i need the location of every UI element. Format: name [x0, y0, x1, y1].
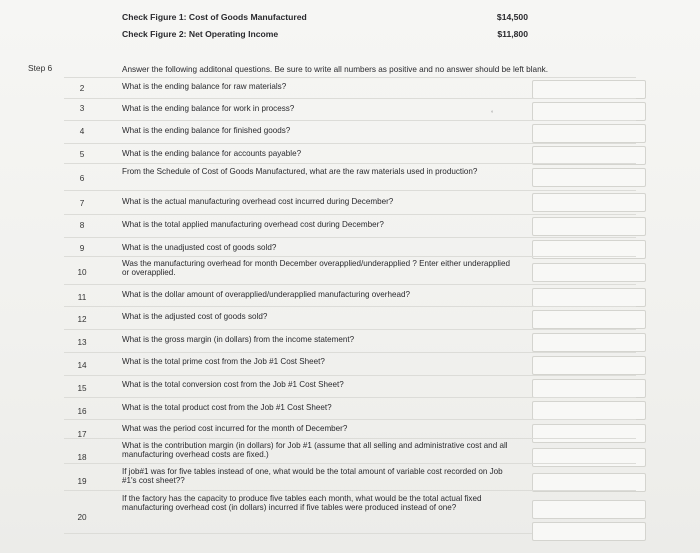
check-figure-1-value: $14,500: [496, 12, 528, 22]
question-number: 3: [79, 104, 85, 113]
answer-field[interactable]: [532, 124, 646, 143]
row-divider: [64, 237, 636, 238]
answer-field[interactable]: [532, 333, 646, 352]
answer-field[interactable]: [532, 310, 646, 329]
question-text: What is the ending balance for raw materials?: [122, 82, 287, 91]
question-number: 19: [77, 477, 87, 486]
question-number: 7: [79, 199, 85, 208]
row-divider: [64, 463, 636, 464]
question-number: 2: [79, 84, 85, 93]
row-divider: [64, 190, 636, 191]
question-number: 18: [77, 453, 87, 462]
answer-field[interactable]: [532, 401, 646, 420]
row-divider: [64, 163, 636, 164]
check-figure-1-label: Check Figure 1: Cost of Goods Manufactured: [122, 12, 307, 22]
row-divider: [64, 352, 636, 353]
question-text: What is the total product cost from the Job #1 Cost Sheet?: [122, 403, 332, 412]
row-divider: [64, 256, 636, 257]
answer-field[interactable]: [532, 263, 646, 282]
question-number: 9: [79, 244, 85, 253]
row-divider: [64, 120, 636, 121]
answer-field[interactable]: [532, 288, 646, 307]
stray-mark: °: [491, 111, 494, 117]
answer-field[interactable]: [532, 193, 646, 212]
answer-field[interactable]: [532, 217, 646, 236]
question-number: 5: [79, 150, 85, 159]
question-number: 20: [77, 513, 87, 522]
question-number: 11: [77, 293, 87, 302]
answer-field[interactable]: [532, 102, 646, 121]
question-text: From the Schedule of Cost of Goods Manufactured, what are the raw materials used in production?: [122, 167, 478, 176]
question-number: 6: [79, 174, 85, 183]
answer-field[interactable]: [532, 500, 646, 519]
question-text: What is the dollar amount of overapplied/underapplied manufacturing overhead?: [122, 290, 410, 299]
question-text: What is the adjusted cost of goods sold?: [122, 312, 268, 321]
answer-field[interactable]: [532, 168, 646, 187]
question-text: If the factory has the capacity to produce five tables each month, what would be the total actual fixed manufacturing overhead cost (in dollars) incurred if five tables were produced instead of one?: [122, 494, 482, 513]
step-label: Step 6: [28, 63, 53, 73]
question-text: What was the period cost incurred for the month of December?: [122, 424, 348, 433]
row-divider: [64, 375, 636, 376]
question-number: 13: [77, 338, 87, 347]
question-text: What is the total applied manufacturing overhead cost during December?: [122, 220, 384, 229]
row-divider: [64, 77, 636, 78]
question-text: What is the ending balance for work in process?: [122, 104, 295, 113]
answer-field[interactable]: [532, 424, 646, 443]
check-figure-2-label: Check Figure 2: Net Operating Income: [122, 29, 279, 39]
row-divider: [64, 397, 636, 398]
question-text: Was the manufacturing overhead for month December overapplied/underapplied ? Enter either underapplied or overapplied.: [122, 259, 510, 278]
question-number: 15: [77, 384, 87, 393]
row-divider: [64, 306, 636, 307]
question-text: What is the gross margin (in dollars) from the income statement?: [122, 335, 355, 344]
answer-field[interactable]: [532, 356, 646, 375]
question-text: What is the ending balance for finished goods?: [122, 126, 291, 135]
question-text: What is the unadjusted cost of goods sold?: [122, 243, 277, 252]
question-number: 8: [79, 221, 85, 230]
question-text: What is the total prime cost from the Job #1 Cost Sheet?: [122, 357, 325, 366]
row-divider: [64, 419, 636, 420]
row-divider: [64, 438, 636, 439]
question-number: 17: [77, 430, 87, 439]
answer-field[interactable]: [532, 448, 646, 467]
question-text: What is the ending balance for accounts payable?: [122, 149, 302, 158]
instructions-text: Answer the following additonal questions. Be sure to write all numbers as positive and no answer should be left blank.: [122, 65, 548, 74]
question-number: 16: [77, 407, 87, 416]
check-figure-2-value: $11,800: [497, 29, 528, 39]
row-divider: [64, 214, 636, 215]
question-number: 14: [77, 361, 87, 370]
question-text: What is the actual manufacturing overhead cost incurred during December?: [122, 197, 394, 206]
question-number: 10: [77, 268, 87, 277]
row-divider: [64, 329, 636, 330]
answer-field[interactable]: [532, 379, 646, 398]
row-divider: [64, 143, 636, 144]
row-divider: [64, 284, 636, 285]
answer-field[interactable]: [532, 522, 646, 541]
answer-field[interactable]: [532, 80, 646, 99]
row-divider: [64, 490, 636, 491]
question-number: 4: [79, 127, 85, 136]
question-number: 12: [77, 315, 87, 324]
question-text: What is the total conversion cost from the Job #1 Cost Sheet?: [122, 380, 344, 389]
question-text: If job#1 was for five tables instead of one, what would be the total amount of variable cost recorded on Job #1's cost sheet??: [122, 467, 503, 486]
question-text: What is the contribution margin (in dollars) for Job #1 (assume that all selling and administrative cost and all manufacturing overhead costs are fixed.): [122, 441, 508, 460]
row-divider: [64, 98, 636, 99]
